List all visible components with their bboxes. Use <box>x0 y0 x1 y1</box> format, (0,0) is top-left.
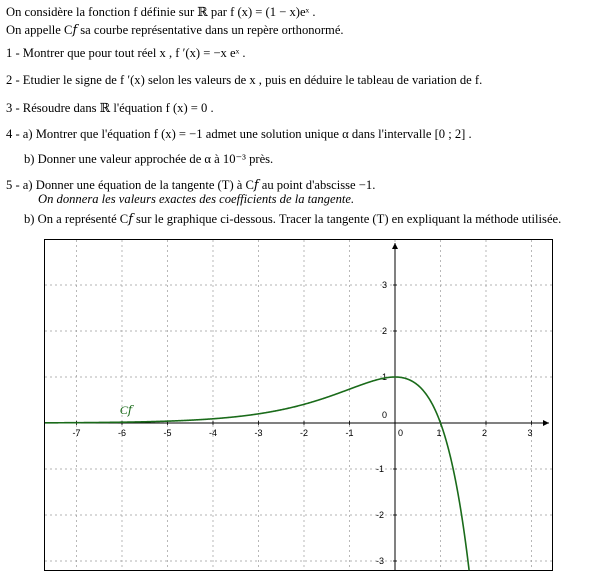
question-4a: 4 - a) Montrer que l'équation f (x) = −1 admet une solution unique α dans l'intervalle [0 ; 2] . <box>6 127 472 141</box>
x-tick-label: 2 <box>482 428 488 438</box>
question-3: 3 - Résoudre dans ℝ l'équation f (x) = 0 . <box>6 101 214 115</box>
x-tick-label: -3 <box>254 428 263 438</box>
x-tick-label: -6 <box>118 428 127 438</box>
x-tick-label: -5 <box>163 428 172 438</box>
y-tick-label: 1 <box>382 372 388 382</box>
intro-line-2: On appelle C𝑓 sa courbe représentative dans un repère orthonormé. <box>6 23 344 37</box>
x-tick-label: -2 <box>300 428 309 438</box>
y-tick-label: 2 <box>382 326 388 336</box>
x-tick-label: -1 <box>345 428 354 438</box>
x-tick-label: 0 <box>398 428 404 438</box>
x-tick-label: 3 <box>527 428 533 438</box>
y-tick-label: -1 <box>376 464 385 474</box>
y-tick-label: 3 <box>382 280 388 290</box>
x-tick-label: 1 <box>436 428 442 438</box>
question-4b: b) Donner une valeur approchée de α à 10⁻³ près. <box>24 152 274 166</box>
x-tick-label: -7 <box>72 428 81 438</box>
function-graph <box>44 239 553 571</box>
curve-label: C𝑓 <box>119 403 133 417</box>
intro-line-1: On considère la fonction f définie sur ℝ par f (x) = (1 − x)eˣ . <box>6 5 316 19</box>
question-2: 2 - Etudier le signe de f ′(x) selon les valeurs de x , puis en déduire le tableau de variation de f. <box>6 73 483 87</box>
question-5a-note: On donnera les valeurs exactes des coefficients de la tangente. <box>38 192 355 206</box>
x-tick-label: -4 <box>209 428 218 438</box>
origin-label: 0 <box>382 410 388 420</box>
question-1: 1 - Montrer que pour tout réel x , f ′(x) = −x eˣ . <box>6 46 246 60</box>
y-tick-label: -3 <box>376 556 385 566</box>
question-5b: b) On a représenté C𝑓 sur le graphique ci-dessous. Tracer la tangente (T) en expliquant la méthode utilisée. <box>24 212 562 226</box>
y-tick-label: -2 <box>376 510 385 520</box>
question-5a: 5 - a) Donner une équation de la tangente (T) à C𝑓 au point d'abscisse −1. <box>6 178 376 192</box>
